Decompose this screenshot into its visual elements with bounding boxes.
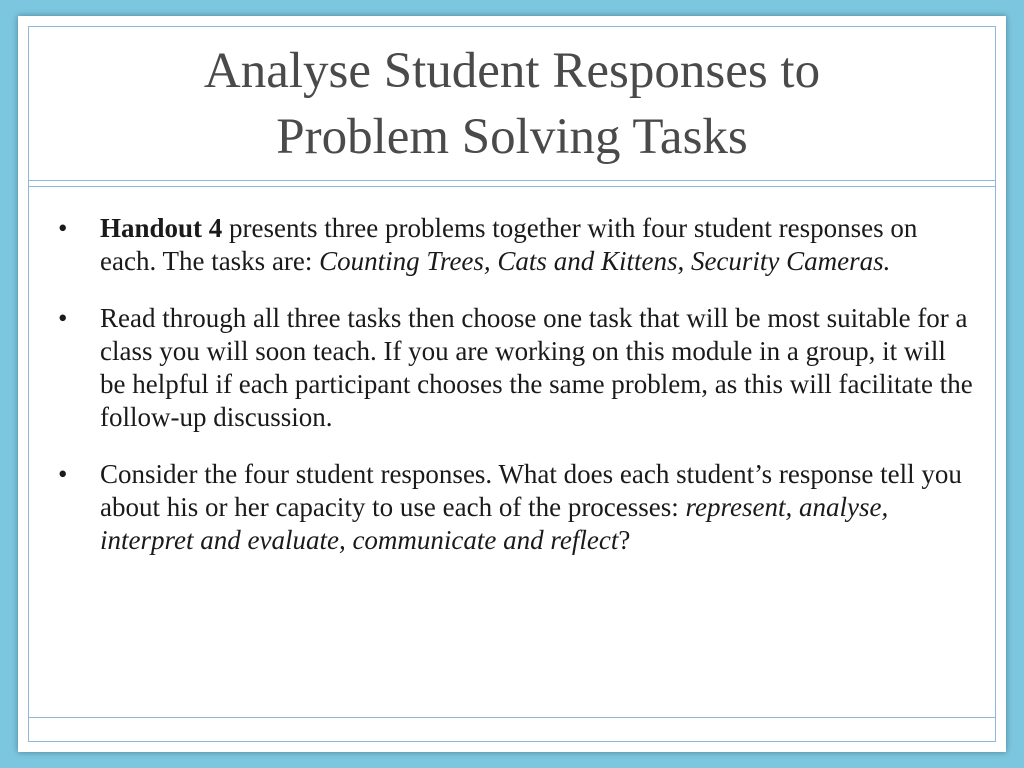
bullet-item-1	[58, 212, 976, 278]
bullet-2-text: Read through all three tasks then choose one task that will be most suitable for a class you will soon teach. If you are working on this module in a group, it will be helpful if each participant chooses the same problem, as this will facilitate the follow-up discussion.	[100, 303, 973, 432]
bullet-item-3	[58, 458, 976, 557]
bullet-1-italic: Counting Trees, Cats and Kittens, Security Cameras.	[319, 246, 891, 276]
bottom-divider	[28, 717, 996, 722]
bullet-marker: •	[58, 303, 68, 333]
bullet-3-italic: represent, analyse, interpret and evaluate, communicate and reflect	[100, 492, 889, 555]
bullet-list	[58, 212, 976, 581]
slide	[18, 16, 1006, 752]
bullet-marker: •	[58, 459, 68, 489]
bullet-1-text: presents three problems together with four student responses on each. The tasks are:	[100, 213, 918, 276]
bullet-3-text-end: ?	[618, 525, 631, 555]
slide-title	[48, 38, 976, 170]
bullet-3-text: Consider the four student responses. What does each student’s response tell you about his or her capacity to use each of the processes:	[100, 459, 962, 522]
bullet-item-2	[58, 302, 976, 434]
bullet-marker: •	[58, 213, 68, 243]
title-divider	[28, 180, 996, 187]
slide-title-line-2: Problem Solving Tasks	[276, 109, 748, 165]
bullet-1-bold: Handout 4	[100, 213, 223, 243]
slide-title-line-1: Analyse Student Responses to	[203, 43, 821, 99]
